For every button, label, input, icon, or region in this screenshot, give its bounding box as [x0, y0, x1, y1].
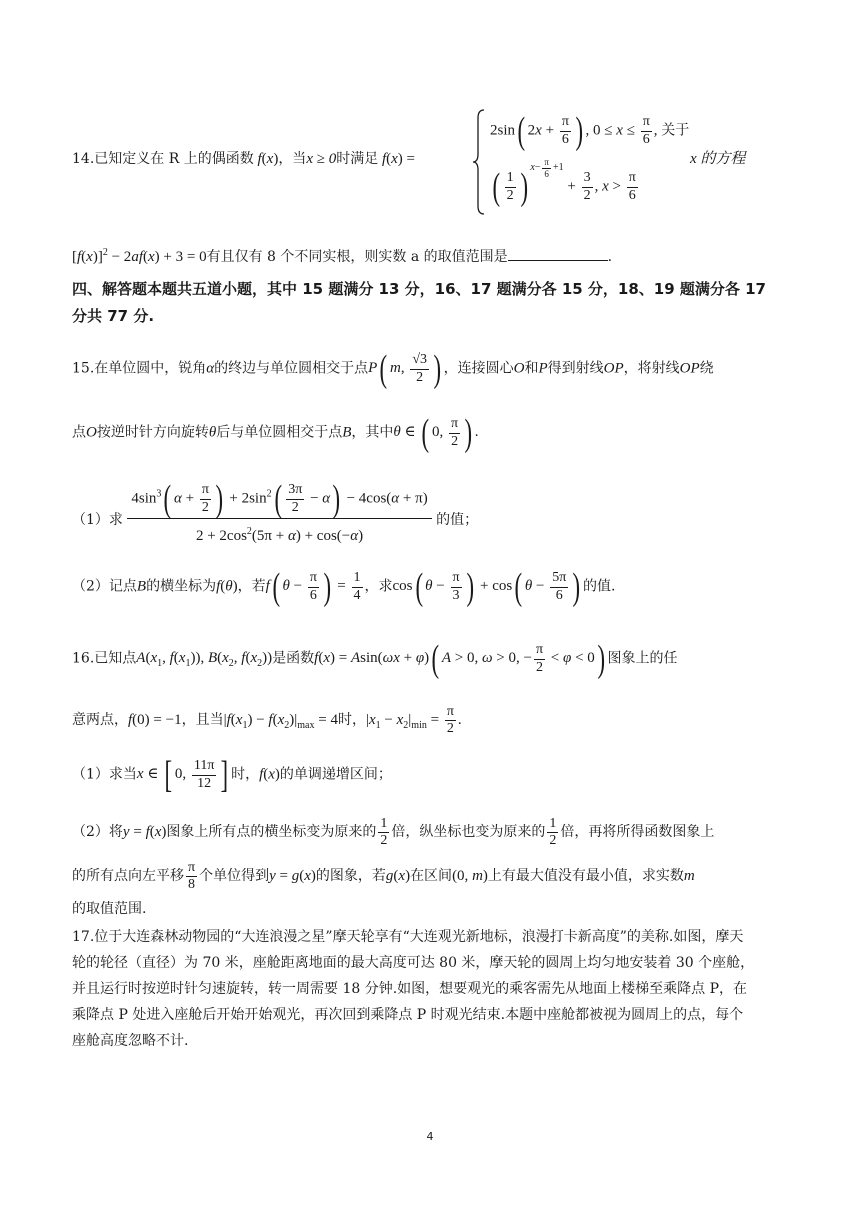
q16-text-d: 意两点， — [72, 712, 128, 729]
q15-point-p: P( m, $\frac{√3}{2}$ ) — [368, 348, 442, 390]
q16-f0: f(0) = −1 — [128, 712, 182, 729]
q16-part1-mid: 时， — [231, 766, 260, 783]
q15-part1-fraction: $4\sin^3$( α + $\frac{\pi}{2}$ ) + $2\sin^2$( $\frac{3\pi}{2}$ − α) − 4cos(α + π) $2 + 2\cos^2(5\pi + \alpha) + \cos(-\alpha)$ — [127, 480, 431, 547]
q16-text-c: 图象上的任 — [607, 650, 678, 667]
q15-text-g: 点 — [72, 424, 86, 441]
q15-op-2: OP — [679, 360, 700, 377]
q16-function: f(x) = Asin(ωx + φ)( A > 0, ω > 0, − $\frac{\pi}{2}$ < φ < 0) — [314, 638, 605, 680]
q16-shift: $\frac{\pi}{8}$ — [188, 860, 196, 893]
q15-part1 — [72, 480, 792, 547]
q15-part2 — [72, 568, 792, 606]
q16-part2-line1 — [72, 816, 792, 849]
q16-y-gx: y = g(x) — [269, 868, 316, 885]
section-4-line2: 分共 77 分. — [72, 307, 155, 325]
q14-case-2: ( $\frac{1}{2}$ ) $^{x- \frac{\pi}{6} +1}$ + $\frac{3}{2}$ , x > $\frac{\pi}{6}$ — [492, 157, 636, 208]
q16-text-b: 是函数 — [272, 650, 315, 667]
q15-part2-text-b: 的横坐标为 — [146, 578, 217, 595]
q17-line-4: 乘降点 P 处进入座舱后开始开始观光，再次回到乘降点 P 时观光结束.本题中座舱都被视为圆周上的点，每个 — [72, 1007, 744, 1023]
q14-end: . — [607, 249, 613, 265]
q16-part2-i: 上有最大值没有最小值，求实数 — [487, 868, 684, 885]
q16-max-condition: $|f(x_1) - f(x_2)|_{max} = 4$ — [223, 712, 338, 732]
q15-part2-pre: （2）记点 — [72, 578, 137, 595]
q16-part2-c: 倍，纵坐标也变为原来的 — [391, 824, 546, 841]
q16-interval: x ∈ [ 0, $\frac{11\pi}{12}$ ] — [136, 754, 229, 796]
q16-part1 — [72, 756, 792, 794]
q14-answer-blank — [508, 246, 608, 261]
q15-text-c: ，连接圆心 — [443, 360, 514, 377]
q14-case-1: 2sin( 2x + $\frac{\pi}{6}$ ) , 0 ≤ x ≤ $\frac{\pi}{6}$ , 关于 — [490, 110, 690, 152]
q16-part2-line3 — [72, 898, 792, 920]
q14-text2: 有且仅有 8 个不同实根，则实数 a 的取值范围是 — [206, 249, 508, 265]
q14-when-text: ，当 — [278, 151, 307, 167]
q16-part2-g: 的图象，若 — [315, 868, 386, 885]
q15-alpha: α — [206, 360, 215, 377]
q16-part2-j: 的取值范围. — [72, 901, 147, 917]
q15-part2-text-d: ，求 — [364, 578, 393, 595]
q14-satisfies-text: 时满足 — [336, 151, 379, 167]
q14-case1-tail: 关于 — [661, 122, 690, 139]
q15-and: 和 — [524, 360, 539, 377]
q16-part2-f: 个单位得到 — [199, 868, 270, 885]
question-17 — [72, 924, 792, 1054]
q16-text-e: ，且当 — [181, 712, 224, 729]
q16-m: m — [683, 868, 695, 885]
q16-line2 — [72, 704, 792, 737]
q14-line2 — [72, 242, 792, 268]
q17-line-2: 轮的轮径（直径）为 70 米，座舱距离地面的最大高度可达 80 米，摩天轮的圆周上均匀地安装着 30 个座舱， — [72, 955, 755, 971]
q17-line-3: 并且运行时按逆时针匀速旋转，转一周需要 18 分钟.如图，想要观光的乘客需先从地面上楼梯至乘降点 P，在 — [72, 981, 748, 997]
page-number: 4 — [426, 1130, 434, 1143]
section-4-heading — [72, 276, 792, 330]
q15-text-f: 绕 — [699, 360, 714, 377]
q16-part2-b: 图象上所有点的横坐标变为原来的 — [166, 824, 377, 841]
q15-o-2: O — [86, 424, 97, 441]
q16-line1 — [72, 640, 792, 678]
q15-line1 — [72, 350, 792, 388]
q14-equation: $[f(x)]^2 - 2af(x) + 3 = 0$ — [72, 247, 207, 265]
q16-gx: g(x) — [385, 868, 411, 885]
q16-text-a: 16.已知点 — [72, 650, 137, 667]
q15-part2-text-e: 的值. — [582, 578, 616, 595]
q14-piecewise-brace — [472, 108, 486, 216]
q15-part1-pre: （1）求 — [72, 511, 123, 528]
section-4-line1: 四、解答题本题共五道小题，其中 15 题满分 13 分，16、17 题满分各 15 分，18、19 题满分各 17 — [72, 280, 766, 298]
q15-text-d: 得到射线 — [547, 360, 604, 377]
q16-part2-h: 在区间 — [410, 868, 453, 885]
question-14 — [72, 108, 792, 228]
q16-part2-d: 倍，再将所得函数图象上 — [560, 824, 715, 841]
q15-target-expression: cos( θ − $\frac{\pi}{3}$ ) + cos( θ − $\frac{5\pi}{6}$ ) — [392, 566, 581, 608]
q15-line2 — [72, 414, 792, 452]
q15-text-b: 的终边与单位圆相交于点 — [214, 360, 369, 377]
q15-condition: f( θ − $\frac{\pi}{6}$ ) = $\frac{1}{4}$ — [265, 566, 361, 608]
q14-line1: 14.已知定义在 R 上的偶函数 f(x)，当x ≥ 0时满足 f(x) = — [72, 151, 416, 167]
q15-text-e: ，将射线 — [623, 360, 680, 377]
q15-theta: θ — [208, 424, 217, 441]
q16-part2-line2 — [72, 860, 792, 893]
q16-fx: f(x) — [259, 766, 280, 783]
q16-part2-e: 的所有点向左平移 — [72, 868, 184, 885]
q17-line-1: 17.位于大连森林动物园的“大连浪漫之星”摩天轮享有“大连观光新地标，浪漫打卡新高度”的美称.如图，摩天 — [72, 929, 744, 945]
q15-part2-b: B — [136, 578, 147, 595]
q16-part1-pre: （1）求当 — [72, 766, 137, 783]
q15-b: B — [342, 424, 352, 441]
q15-text-h: 按逆时针方向旋转 — [96, 424, 209, 441]
q15-text-j: ，其中 — [351, 424, 394, 441]
q16-half-2: $\frac{1}{2}$ — [549, 816, 557, 849]
q15-op-1: OP — [603, 360, 624, 377]
q16-min-condition: $|x_1 - x_2|_{min}$ = $\frac{\pi}{2}$ . — [365, 704, 462, 737]
q14-tail-x: x 的方程 — [690, 151, 746, 167]
q14-condition: x ≥ 0 — [306, 151, 337, 167]
q15-p: P — [538, 360, 548, 377]
q14-lead-text: 14.已知定义在 R 上的偶函数 — [72, 151, 254, 167]
q16-part2-a: （2）将 — [72, 824, 123, 841]
q15-f-theta: f(θ) — [216, 578, 238, 595]
q16-text-f: 时， — [337, 712, 366, 729]
q15-o: O — [513, 360, 525, 377]
q16-part1-post: 的单调递增区间； — [279, 766, 392, 783]
q15-theta-range: θ ∈ ( 0, $\frac{\pi}{2}$ ) . — [393, 412, 479, 454]
q16-points: $A(x_1$, $f(x_1)$), $B(x_2$, $f(x_2)$) — [136, 650, 273, 670]
q16-interval-0m: (0, m) — [452, 868, 488, 885]
q14-tail — [690, 148, 745, 170]
q17-line-5: 座舱高度忽略不计. — [72, 1033, 189, 1049]
q15-text-i: 后与单位圆相交于点 — [216, 424, 343, 441]
q15-text-a: 15.在单位圆中，锐角 — [72, 360, 207, 377]
q16-y-fx: y = f(x) — [122, 824, 167, 841]
q15-part2-text-c: ，若 — [237, 578, 266, 595]
q15-part1-post: 的值； — [436, 511, 479, 528]
q16-half-1: $\frac{1}{2}$ — [380, 816, 388, 849]
